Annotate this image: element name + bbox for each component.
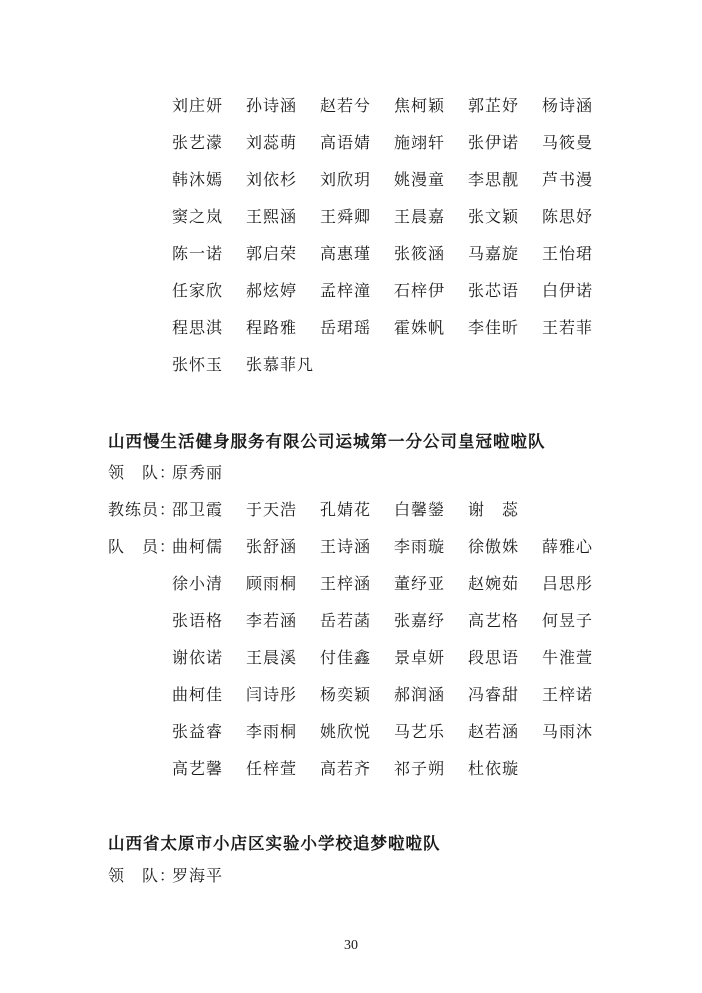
coach-name: 邵卫霞 <box>172 500 224 519</box>
coach-name: 孔婧花 <box>320 500 372 519</box>
member-name: 赵若涵 <box>468 722 520 741</box>
member-name: 高艺格 <box>468 611 520 630</box>
member-name: 韩沐嫣 <box>172 170 224 189</box>
member-name: 孙诗涵 <box>246 96 298 115</box>
member-name: 杨诗涵 <box>542 96 594 115</box>
member-name: 徐傲姝 <box>468 537 520 556</box>
coaches-label: 教练员： <box>108 500 177 519</box>
team2-heading: 山西省太原市小店区实验小学校追梦啦啦队 <box>108 834 441 853</box>
member-name: 马嘉旋 <box>468 244 520 263</box>
member-name: 祁子朔 <box>394 759 446 778</box>
member-name: 段思语 <box>468 648 520 667</box>
leader-label: 领 队： <box>108 463 177 482</box>
member-name: 霍姝帆 <box>394 318 446 337</box>
member-name: 姚欣悦 <box>320 722 372 741</box>
member-name: 王诗涵 <box>320 537 372 556</box>
member-name: 张语格 <box>172 611 224 630</box>
member-name: 李思靓 <box>468 170 520 189</box>
member-name: 李雨璇 <box>394 537 446 556</box>
continued-member-list <box>172 96 616 392</box>
member-name: 高若齐 <box>320 759 372 778</box>
member-name: 任梓萱 <box>246 759 298 778</box>
page-number: 30 <box>344 938 358 953</box>
team1-coaches-row <box>108 500 177 520</box>
team1-leader-row <box>108 463 223 483</box>
member-name: 窦之岚 <box>172 207 224 226</box>
member-name: 闫诗彤 <box>246 685 298 704</box>
member-name: 薛雅心 <box>542 537 594 556</box>
member-name: 曲柯佳 <box>172 685 224 704</box>
member-name: 谢依诺 <box>172 648 224 667</box>
member-name: 石梓伊 <box>394 281 446 300</box>
team1-heading: 山西慢生活健身服务有限公司运城第一分公司皇冠啦啦队 <box>108 432 546 451</box>
member-name: 李佳昕 <box>468 318 520 337</box>
member-name: 张益睿 <box>172 722 224 741</box>
member-name: 郝炫婷 <box>246 281 298 300</box>
member-name: 徐小清 <box>172 574 224 593</box>
member-name: 刘庄妍 <box>172 96 224 115</box>
member-name: 李雨桐 <box>246 722 298 741</box>
coach-name: 白馨鎣 <box>394 500 446 519</box>
member-name: 郭芷妤 <box>468 96 520 115</box>
team1-member-list <box>172 537 616 796</box>
member-name: 王熙涵 <box>246 207 298 226</box>
member-name: 董纾亚 <box>394 574 446 593</box>
member-name: 张芯语 <box>468 281 520 300</box>
member-name: 李若涵 <box>246 611 298 630</box>
member-name: 高惠瑾 <box>320 244 372 263</box>
leader-name: 原秀丽 <box>172 463 224 482</box>
member-name: 郝润涵 <box>394 685 446 704</box>
member-name: 王怡珺 <box>542 244 594 263</box>
coach-name: 于天浩 <box>246 500 298 519</box>
members-label: 队 员： <box>108 537 177 556</box>
member-name: 张舒涵 <box>246 537 298 556</box>
member-name: 岳若菡 <box>320 611 372 630</box>
member-name: 刘蕊萌 <box>246 133 298 152</box>
member-name: 芦书漫 <box>542 170 594 189</box>
member-name: 白伊诺 <box>542 281 594 300</box>
member-name: 刘欣玥 <box>320 170 372 189</box>
leader-name: 罗海平 <box>172 866 224 885</box>
member-name: 岳珺瑶 <box>320 318 372 337</box>
team1-members-row <box>108 537 177 557</box>
member-name: 姚漫童 <box>394 170 446 189</box>
member-name: 牛淮萱 <box>542 648 594 667</box>
member-name: 高艺馨 <box>172 759 224 778</box>
member-name: 张怀玉 <box>172 355 224 374</box>
member-name: 杨奕颖 <box>320 685 372 704</box>
member-name: 冯睿甜 <box>468 685 520 704</box>
member-name: 景卓妍 <box>394 648 446 667</box>
member-name: 高语婧 <box>320 133 372 152</box>
member-name: 赵婉茹 <box>468 574 520 593</box>
member-name: 赵若兮 <box>320 96 372 115</box>
leader-label: 领 队： <box>108 866 177 885</box>
member-name: 张艺濛 <box>172 133 224 152</box>
member-name: 王晨嘉 <box>394 207 446 226</box>
member-name: 张伊诺 <box>468 133 520 152</box>
member-name: 杜依璇 <box>468 759 520 778</box>
member-name: 王梓涵 <box>320 574 372 593</box>
member-name: 任家欣 <box>172 281 224 300</box>
member-name: 顾雨桐 <box>246 574 298 593</box>
member-name: 陈一诺 <box>172 244 224 263</box>
member-name: 程思淇 <box>172 318 224 337</box>
coach-name: 谢 蕊 <box>468 500 520 519</box>
member-name: 施翊轩 <box>394 133 446 152</box>
member-name: 焦柯颖 <box>394 96 446 115</box>
member-name: 程路雅 <box>246 318 298 337</box>
member-name: 曲柯儒 <box>172 537 224 556</box>
member-name: 马筱曼 <box>542 133 594 152</box>
team2-leader-row <box>108 866 223 886</box>
member-name: 王晨溪 <box>246 648 298 667</box>
member-name: 马雨沐 <box>542 722 594 741</box>
member-name: 郭启荣 <box>246 244 298 263</box>
member-name: 张慕菲凡 <box>246 355 315 374</box>
member-name: 王梓诺 <box>542 685 594 704</box>
member-name: 刘依杉 <box>246 170 298 189</box>
member-name: 陈思妤 <box>542 207 594 226</box>
member-name: 孟梓潼 <box>320 281 372 300</box>
member-name: 张嘉纾 <box>394 611 446 630</box>
member-name: 马艺乐 <box>394 722 446 741</box>
coach-list <box>172 500 616 520</box>
member-name: 吕思彤 <box>542 574 594 593</box>
member-name: 张文颖 <box>468 207 520 226</box>
member-name: 王舜卿 <box>320 207 372 226</box>
member-name: 何昱子 <box>542 611 594 630</box>
member-name: 张筱涵 <box>394 244 446 263</box>
member-name: 付佳鑫 <box>320 648 372 667</box>
member-name: 王若菲 <box>542 318 594 337</box>
